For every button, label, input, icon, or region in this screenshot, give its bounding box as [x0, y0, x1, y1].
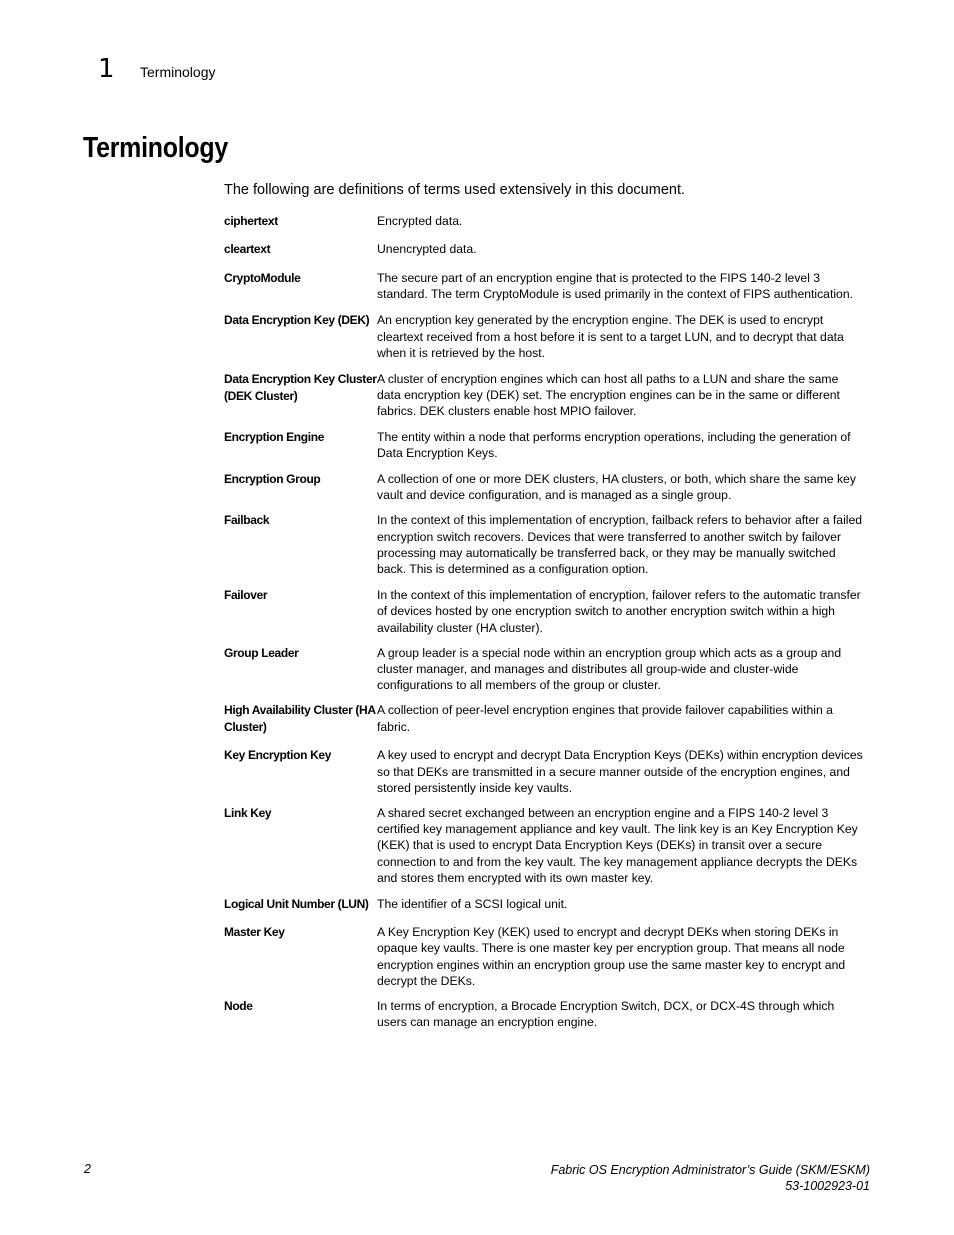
footer-doc-number: 53-1002923-01: [785, 1179, 870, 1193]
term-name: Encryption Group: [224, 472, 321, 487]
term-name: Data Encryption Key (DEK): [224, 313, 370, 328]
term-row: [224, 213, 864, 230]
term-row: [224, 587, 864, 636]
term-name: ciphertext: [224, 214, 278, 228]
term-name: Master Key: [224, 925, 285, 940]
term-definition: A collection of one or more DEK clusters, HA clusters, or both, which share the same key vault and device configuration, and is managed as a single group.: [377, 472, 856, 503]
term-row: [224, 429, 864, 461]
term-name: Encryption Engine: [224, 429, 325, 444]
term-definition: Encrypted data.: [377, 214, 463, 228]
term-row: [224, 998, 864, 1030]
term-name: CryptoModule: [224, 271, 301, 285]
term-row: [224, 241, 864, 258]
term-definition: The identifier of a SCSI logical unit.: [377, 897, 568, 912]
term-definition: An encryption key generated by the encryption engine. The DEK is used to encrypt cleartext received from a host before it is sent to a target LUN, and to decrypt that data when it is retrieved by the host.: [377, 313, 844, 360]
term-definition: A shared secret exchanged between an encryption engine and a FIPS 140-2 level 3 certified key management appliance and key vault. The link key is an Key Encryption Key (KEK) that is used to encrypt Data Encryption Keys (DEKs) in transit over a secure connection to and from the key vault. The key management appliance decrypts the DEKs and stores them encrypted with its own master key.: [377, 806, 858, 885]
term-name: Failback: [224, 513, 270, 528]
term-row: [224, 471, 864, 503]
term-row: [224, 924, 864, 989]
term-row: [224, 512, 864, 577]
term-definition: Unencrypted data.: [377, 242, 477, 256]
term-name: High Availability Cluster (HA Cluster): [224, 703, 376, 735]
term-definition: The secure part of an encryption engine that is protected to the FIPS 140-2 level 3 standard. The term CryptoModule is used primarily in the context of FIPS authentication.: [377, 271, 853, 302]
term-definition: A Key Encryption Key (KEK) used to encrypt and decrypt DEKs when storing DEKs in opaque key vaults. There is one master key per encryption group. That means all node encryption engines within an encryption group use the same master key to encrypt and decrypt the DEKs.: [377, 925, 846, 988]
chapter-header: [98, 54, 215, 84]
term-row: [224, 645, 864, 694]
term-row: [224, 896, 864, 913]
term-name: Key Encryption Key: [224, 748, 332, 763]
chapter-title: Terminology: [140, 64, 216, 80]
term-name: Logical Unit Number (LUN): [224, 897, 369, 912]
term-name: Group Leader: [224, 645, 299, 660]
term-definition: A key used to encrypt and decrypt Data Encryption Keys (DEKs) within encryption devices so that DEKs are transmitted in a secure manner outside of the encryption engines, and stored persistently inside key vaults.: [377, 748, 863, 795]
chapter-number: 1: [98, 54, 115, 84]
footer-doc-title: Fabric OS Encryption Administrator’s Guide (SKM/ESKM): [550, 1163, 870, 1177]
intro-text: The following are definitions of terms used extensively in this document.: [224, 182, 686, 198]
term-name: Link Key: [224, 806, 272, 821]
footer-doc-info: [551, 1162, 870, 1194]
term-name: Data Encryption Key Cluster (DEK Cluster): [224, 372, 377, 404]
page-title: Terminology: [83, 132, 228, 164]
term-definition: In the context of this implementation of encryption, failover refers to the automatic transfer of devices hosted by one encryption switch to another encryption switch within a high availability cluster (HA cluster).: [377, 588, 861, 635]
term-definition: In the context of this implementation of encryption, failback refers to behavior after a failed encryption switch recovers. Devices that were transferred to another switch by failover processing may automatically be transferred back, or they may be manually switched back. This is determined as a configuration option.: [377, 513, 863, 577]
term-definition: A group leader is a special node within an encryption group which acts as a group and cluster manager, and manages and distributes all group-wide and cluster-wide configurations to all members of the group or cluster.: [377, 645, 842, 693]
term-row: [224, 805, 864, 886]
term-definition: A collection of peer-level encryption engines that provide failover capabilities within a fabric.: [377, 703, 833, 734]
term-row: [224, 702, 864, 736]
terms-list: [224, 213, 864, 1040]
term-name: Node: [224, 998, 253, 1013]
term-name: cleartext: [224, 242, 271, 256]
term-name: Failover: [224, 588, 268, 603]
term-definition: A cluster of encryption engines which can host all paths to a LUN and share the same data encryption key (DEK) set. The encryption engines can be in the same or different fabrics. DEK clusters enable host MPIO failover.: [377, 372, 840, 419]
page-number: 2: [84, 1162, 91, 1176]
term-definition: The entity within a node that performs encryption operations, including the generation of Data Encryption Keys.: [377, 429, 851, 460]
term-row: [224, 270, 864, 302]
term-row: [224, 747, 864, 796]
term-row: [224, 371, 864, 420]
term-definition: In terms of encryption, a Brocade Encryption Switch, DCX, or DCX-4S through which users can manage an encryption engine.: [377, 998, 835, 1030]
term-row: [224, 312, 864, 361]
